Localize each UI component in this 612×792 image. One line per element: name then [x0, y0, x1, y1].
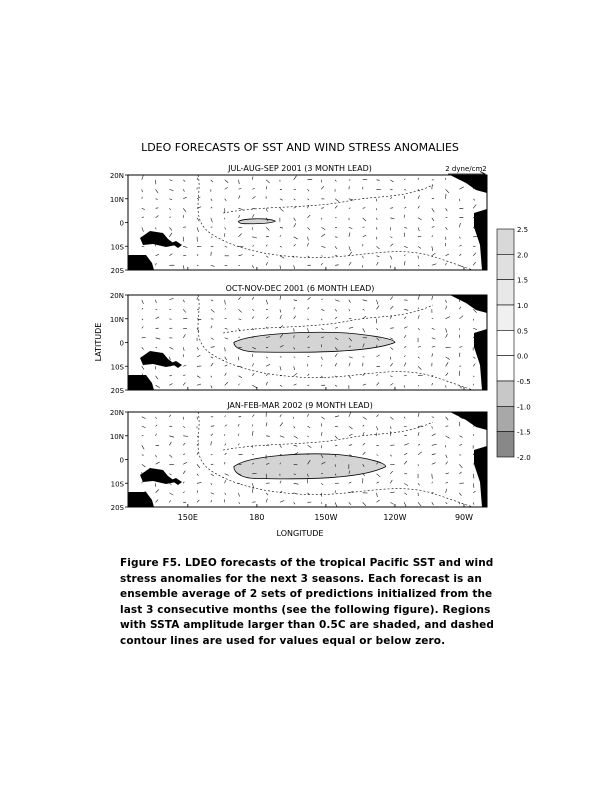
figure-caption: Figure F5. LDEO forecasts of the tropical Pacific SST and wind stress anomalies for the next 3 seasons. Each forecast is an ensemble average of 2 sets of predictions initialized from the last 3 consecutive months (see the following figure). Regions with SSTA amplitude larger than 0.5C are shaded, and dashed contour lines are used for values equal or below zero. [120, 557, 495, 647]
colorbar-segment [497, 229, 514, 254]
y-tick-label: 0 [119, 456, 124, 465]
forecast-panel-1 [110, 164, 487, 275]
y-tick-label: 20N [109, 409, 124, 417]
colorbar-segment [497, 406, 514, 431]
colorbar-tick-label: -0.5 [517, 378, 531, 386]
y-tick-label: 20S [110, 267, 124, 275]
y-tick-label: 10S [110, 243, 124, 252]
y-tick-label: 0 [119, 219, 124, 228]
y-tick-label: 10N [109, 432, 124, 441]
colorbar-tick-label: 1.5 [517, 276, 529, 285]
panel-title: JAN-FEB-MAR 2002 (9 MONTH LEAD) [227, 401, 373, 410]
panel-frame [128, 175, 487, 270]
colorbar-segment [497, 280, 514, 305]
x-tick-label: 120W [383, 513, 407, 522]
forecast-panel-3 [110, 401, 487, 512]
y-tick-label: 0 [119, 339, 124, 348]
colorbar-tick-label: 0.0 [517, 352, 529, 361]
colorbar-tick-label: 2.0 [517, 251, 529, 260]
panel-title: OCT-NOV-DEC 2001 (6 MONTH LEAD) [225, 284, 375, 293]
colorbar-segment [497, 330, 514, 355]
colorbar-tick-label: 1.0 [517, 302, 529, 310]
y-tick-label: 10N [109, 315, 124, 324]
y-axis-label: LATITUDE [94, 322, 103, 362]
colorbar-segment [497, 432, 514, 457]
y-tick-label: 10N [109, 195, 124, 204]
x-tick-label: 180 [249, 513, 265, 522]
colorbar-segment [497, 356, 514, 381]
panel-title: JUL-AUG-SEP 2001 (3 MONTH LEAD) [228, 164, 372, 173]
vector-scale-label: 2 dyne/cm2 [445, 165, 487, 173]
colorbar-tick-label: 2.5 [517, 226, 529, 234]
x-tick-label: 150W [314, 513, 338, 522]
sst-anomaly-shaded-region [238, 219, 275, 224]
colorbar-tick-label: 0.5 [517, 327, 529, 336]
colorbar-tick-label: -1.5 [517, 428, 531, 437]
y-tick-label: 20S [110, 387, 124, 395]
panels [110, 164, 487, 522]
x-tick-label: 90W [454, 513, 474, 522]
colorbar [497, 226, 531, 462]
colorbar-segment [497, 305, 514, 330]
colorbar-segment [497, 254, 514, 279]
y-tick-label: 10S [110, 363, 124, 372]
colorbar-tick-label: -1.0 [517, 403, 531, 412]
x-tick-label: 150E [177, 513, 198, 522]
y-tick-label: 20N [109, 172, 124, 180]
y-tick-label: 20N [109, 292, 124, 300]
y-tick-label: 10S [110, 480, 124, 489]
x-axis-label: LONGITUDE [276, 529, 324, 538]
colorbar-tick-label: -2.0 [517, 454, 531, 462]
y-tick-label: 20S [110, 504, 124, 512]
figure-title: LDEO FORECASTS OF SST AND WIND STRESS ANOMALIES [141, 141, 459, 154]
forecast-panel-2 [110, 284, 487, 395]
colorbar-segment [497, 381, 514, 406]
